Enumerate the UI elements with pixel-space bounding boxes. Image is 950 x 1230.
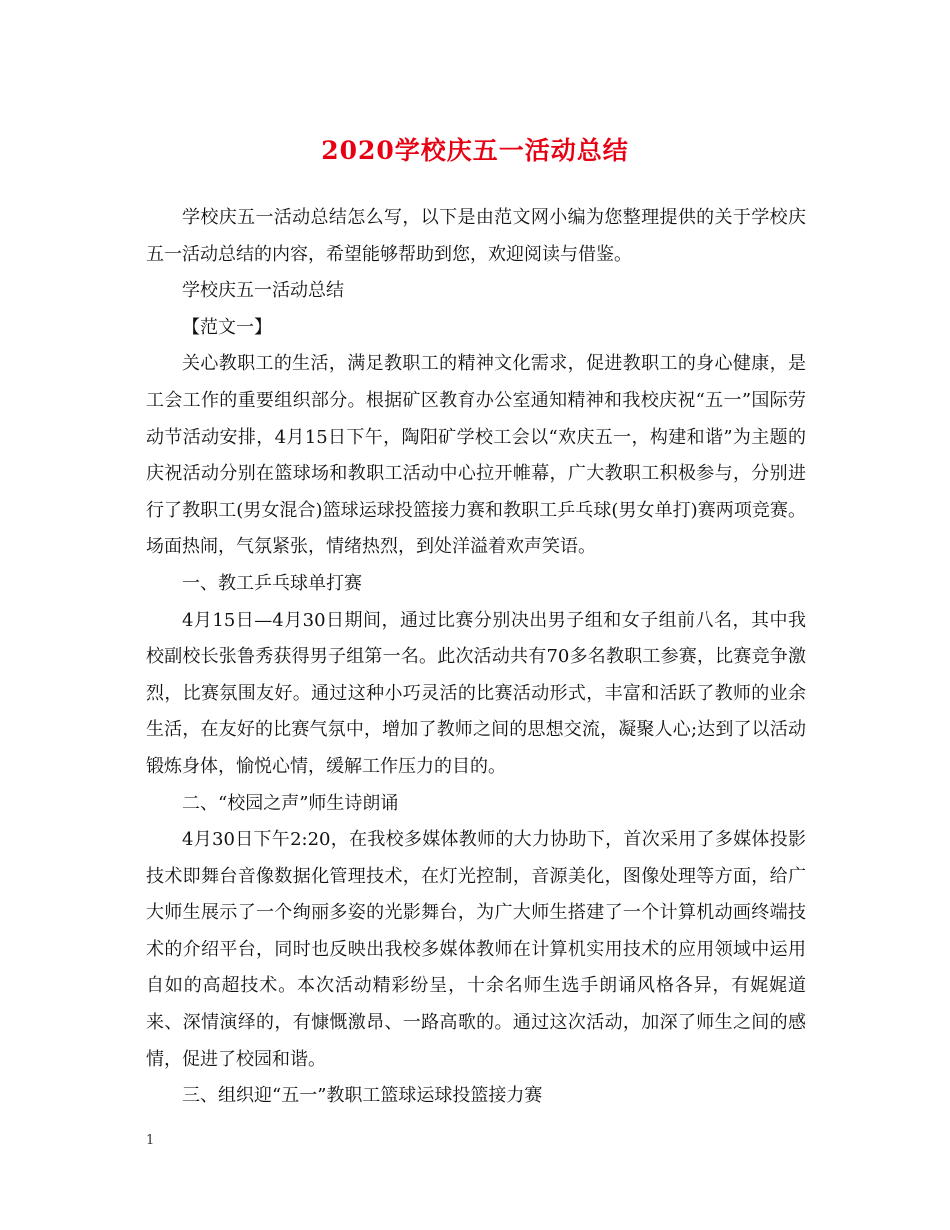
intro-paragraph: 学校庆五一活动总结怎么写，以下是由范文网小编为您整理提供的关于学校庆五一活动总结的内容，希望能够帮助到您，欢迎阅读与借鉴。 xyxy=(146,207,806,265)
subsection-heading: 二、“校园之声”师生诗朗诵 xyxy=(182,792,399,814)
subsection-heading: 三、组织迎“五一”教职工篮球运球投篮接力赛 xyxy=(182,1085,543,1107)
body-paragraph: 4月30日下午2:20，在我校多媒体教师的大力协助下，首次采用了多媒体投影技术即舞台音像数据化管理技术，在灯光控制，音源美化，图像处理等方面，给广大师生展示了一个绚丽多姿的光影舞台，为广大师生搭建了一个计算机动画终端技术的介绍平台，同时也反映出我校多媒体教师在计算机实用技术的应用领域中运用自如的高超技术。本次活动精彩纷呈，十余名师生选手朗诵风格各异，有娓娓道来、深情演绎的，有慷慨激昂、一路高歌的。通过这次活动，加深了师生之间的感情，促进了校园和谐。 xyxy=(146,829,806,1070)
section-heading: 学校庆五一活动总结 xyxy=(182,280,344,302)
sample-label: 【范文一】 xyxy=(182,316,272,338)
document-title: 2020学校庆五一活动总结 xyxy=(321,136,629,165)
body-paragraph: 关心教职工的生活，满足教职工的精神文化需求，促进教职工的身心健康，是工会工作的重要组织部分。根据矿区教育办公室通知精神和我校庆祝“五一”国际劳动节活动安排，4月15日下午，陶阳矿学校工会以“欢庆五一，构建和谐”为主题的庆祝活动分别在篮球场和教职工活动中心拉开帷幕，广大教职工积极参与，分别进行了教职工(男女混合)篮球运球投篮接力赛和教职工乒乓球(男女单打)赛两项竞赛。场面热闹，气氛紧张，情绪热烈，到处洋溢着欢声笑语。 xyxy=(146,353,806,558)
document-body xyxy=(146,200,806,1115)
subsection-heading: 一、教工乒乓球单打赛 xyxy=(182,572,362,594)
body-paragraph: 4月15日—4月30日期间，通过比赛分别决出男子组和女子组前八名，其中我校副校长张鲁秀获得男子组第一名。此次活动共有70多名教职工参赛，比赛竞争激烈，比赛氛围友好。通过这种小巧灵活的比赛活动形式，丰富和活跃了教师的业余生活，在友好的比赛气氛中，增加了教师之间的思想交流，凝聚人心;达到了以活动锻炼身体，愉悦心情，缓解工作压力的目的。 xyxy=(146,609,806,777)
page-number: 1 xyxy=(146,1133,155,1148)
